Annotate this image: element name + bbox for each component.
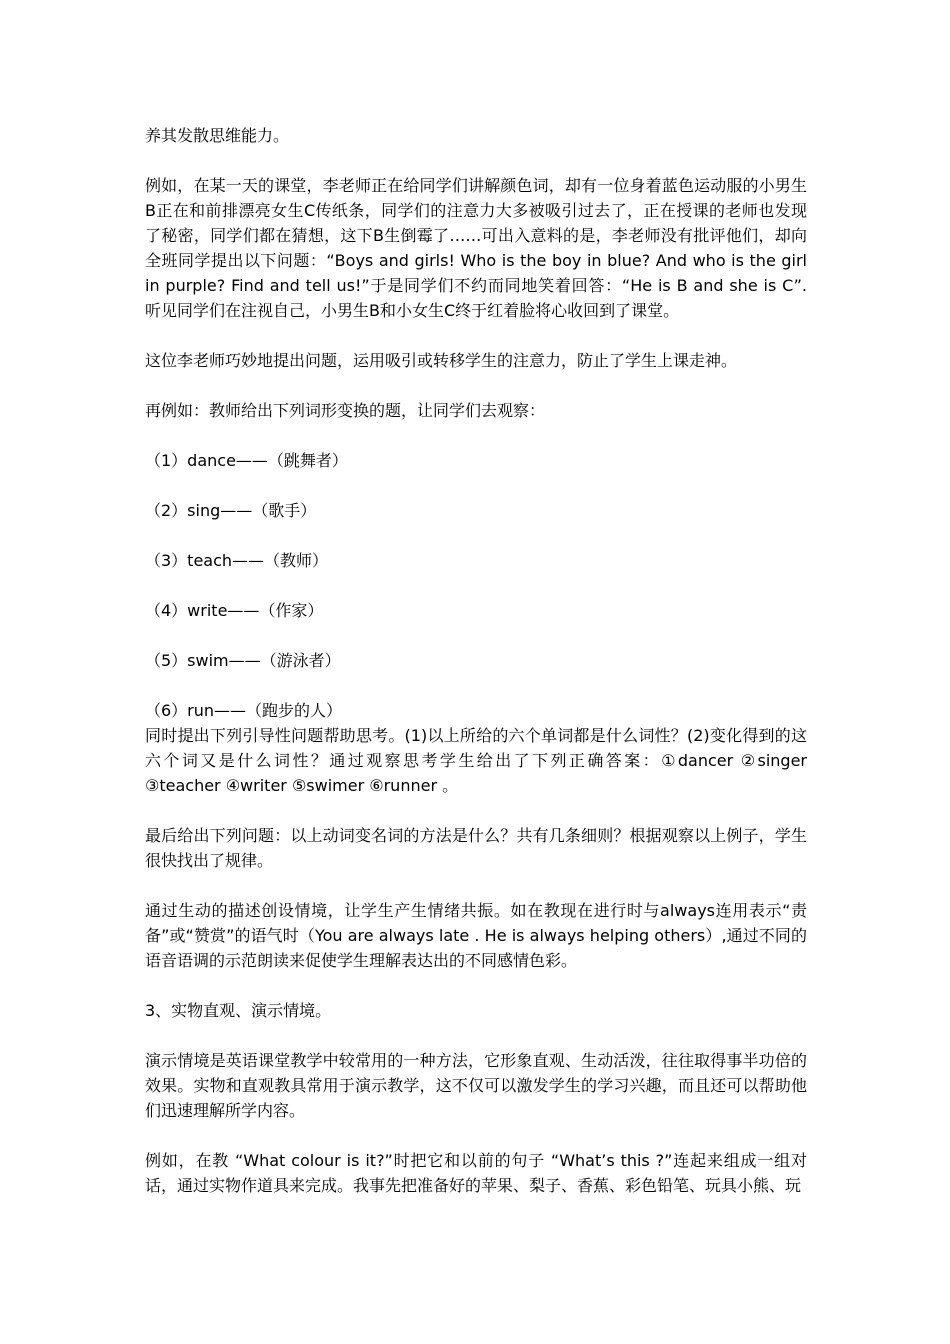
list-item: （2）sing——（歌手） [145, 501, 317, 520]
paragraph: 同时提出下列引导性问题帮助思考。(1)以上所给的六个单词都是什么词性？(2)变化得到的这六个词又是什么词性？通过观察思考学生给出了下列正确答案：①dancer ②singer ③teacher ④writer ⑤swimer ⑥runner 。 [145, 726, 807, 795]
list-item: （3）teach——（教师） [145, 551, 329, 570]
list-item: （4）write——（作家） [145, 601, 324, 620]
list-item: （1）dance——（跳舞者） [145, 451, 348, 470]
paragraph: 通过生动的描述创设情境，让学生产生情绪共振。如在教现在进行时与always连用表示“责备”或“赞赏”的语气时（You are always late . He is always helping others）,通过不同的语音语调的示范朗读来促使学生理解表达出的不同感情色彩。 [145, 901, 807, 970]
paragraph: 例如，在某一天的课堂，李老师正在给同学们讲解颜色词，却有一位身着蓝色运动服的小男生B正在和前排漂亮女生C传纸条，同学们的注意力大多被吸引过去了，正在授课的老师也发现了秘密，同学们都在猜想，这下B生倒霉了……可出入意料的是，李老师没有批评他们，却向全班同学提出以下问题：“Boys and girls! Who is the boy in blue? And who is the girl in purple? Find and tell us!”于是同学们不约而同地笑着回答：“He is B and she is C”. 听见同学们在注视自己，小男生B和小女生C终于红着脸将心收回到了课堂。 [145, 176, 807, 320]
document-page [145, 123, 807, 1198]
paragraph: 例如，在教 “What colour is it?”时把它和以前的句子 “What’s this ?”连起来组成一组对话，通过实物作道具来完成。我事先把准备好的苹果、梨子、香蕉、彩色铅笔、玩具小熊、玩 [145, 1151, 807, 1195]
paragraph: 这位李老师巧妙地提出问题，运用吸引或转移学生的注意力，防止了学生上课走神。 [145, 351, 738, 370]
paragraph: 演示情境是英语课堂教学中较常用的一种方法，它形象直观、生动活泼，往往取得事半功倍的效果。实物和直观教具常用于演示教学，这不仅可以激发学生的学习兴趣，而且还可以帮助他们迅速理解所学内容。 [145, 1051, 807, 1120]
section-heading: 3、实物直观、演示情境。 [145, 1001, 332, 1020]
paragraph: 养其发散思维能力。 [145, 126, 290, 145]
paragraph: 最后给出下列问题：以上动词变名词的方法是什么？共有几条细则？根据观察以上例子，学生很快找出了规律。 [145, 826, 807, 870]
paragraph: 再例如：教师给出下列词形变换的题，让同学们去观察： [145, 401, 546, 420]
list-item: （5）swim——（游泳者） [145, 651, 341, 670]
list-item: （6）run——（跑步的人） [145, 701, 343, 720]
